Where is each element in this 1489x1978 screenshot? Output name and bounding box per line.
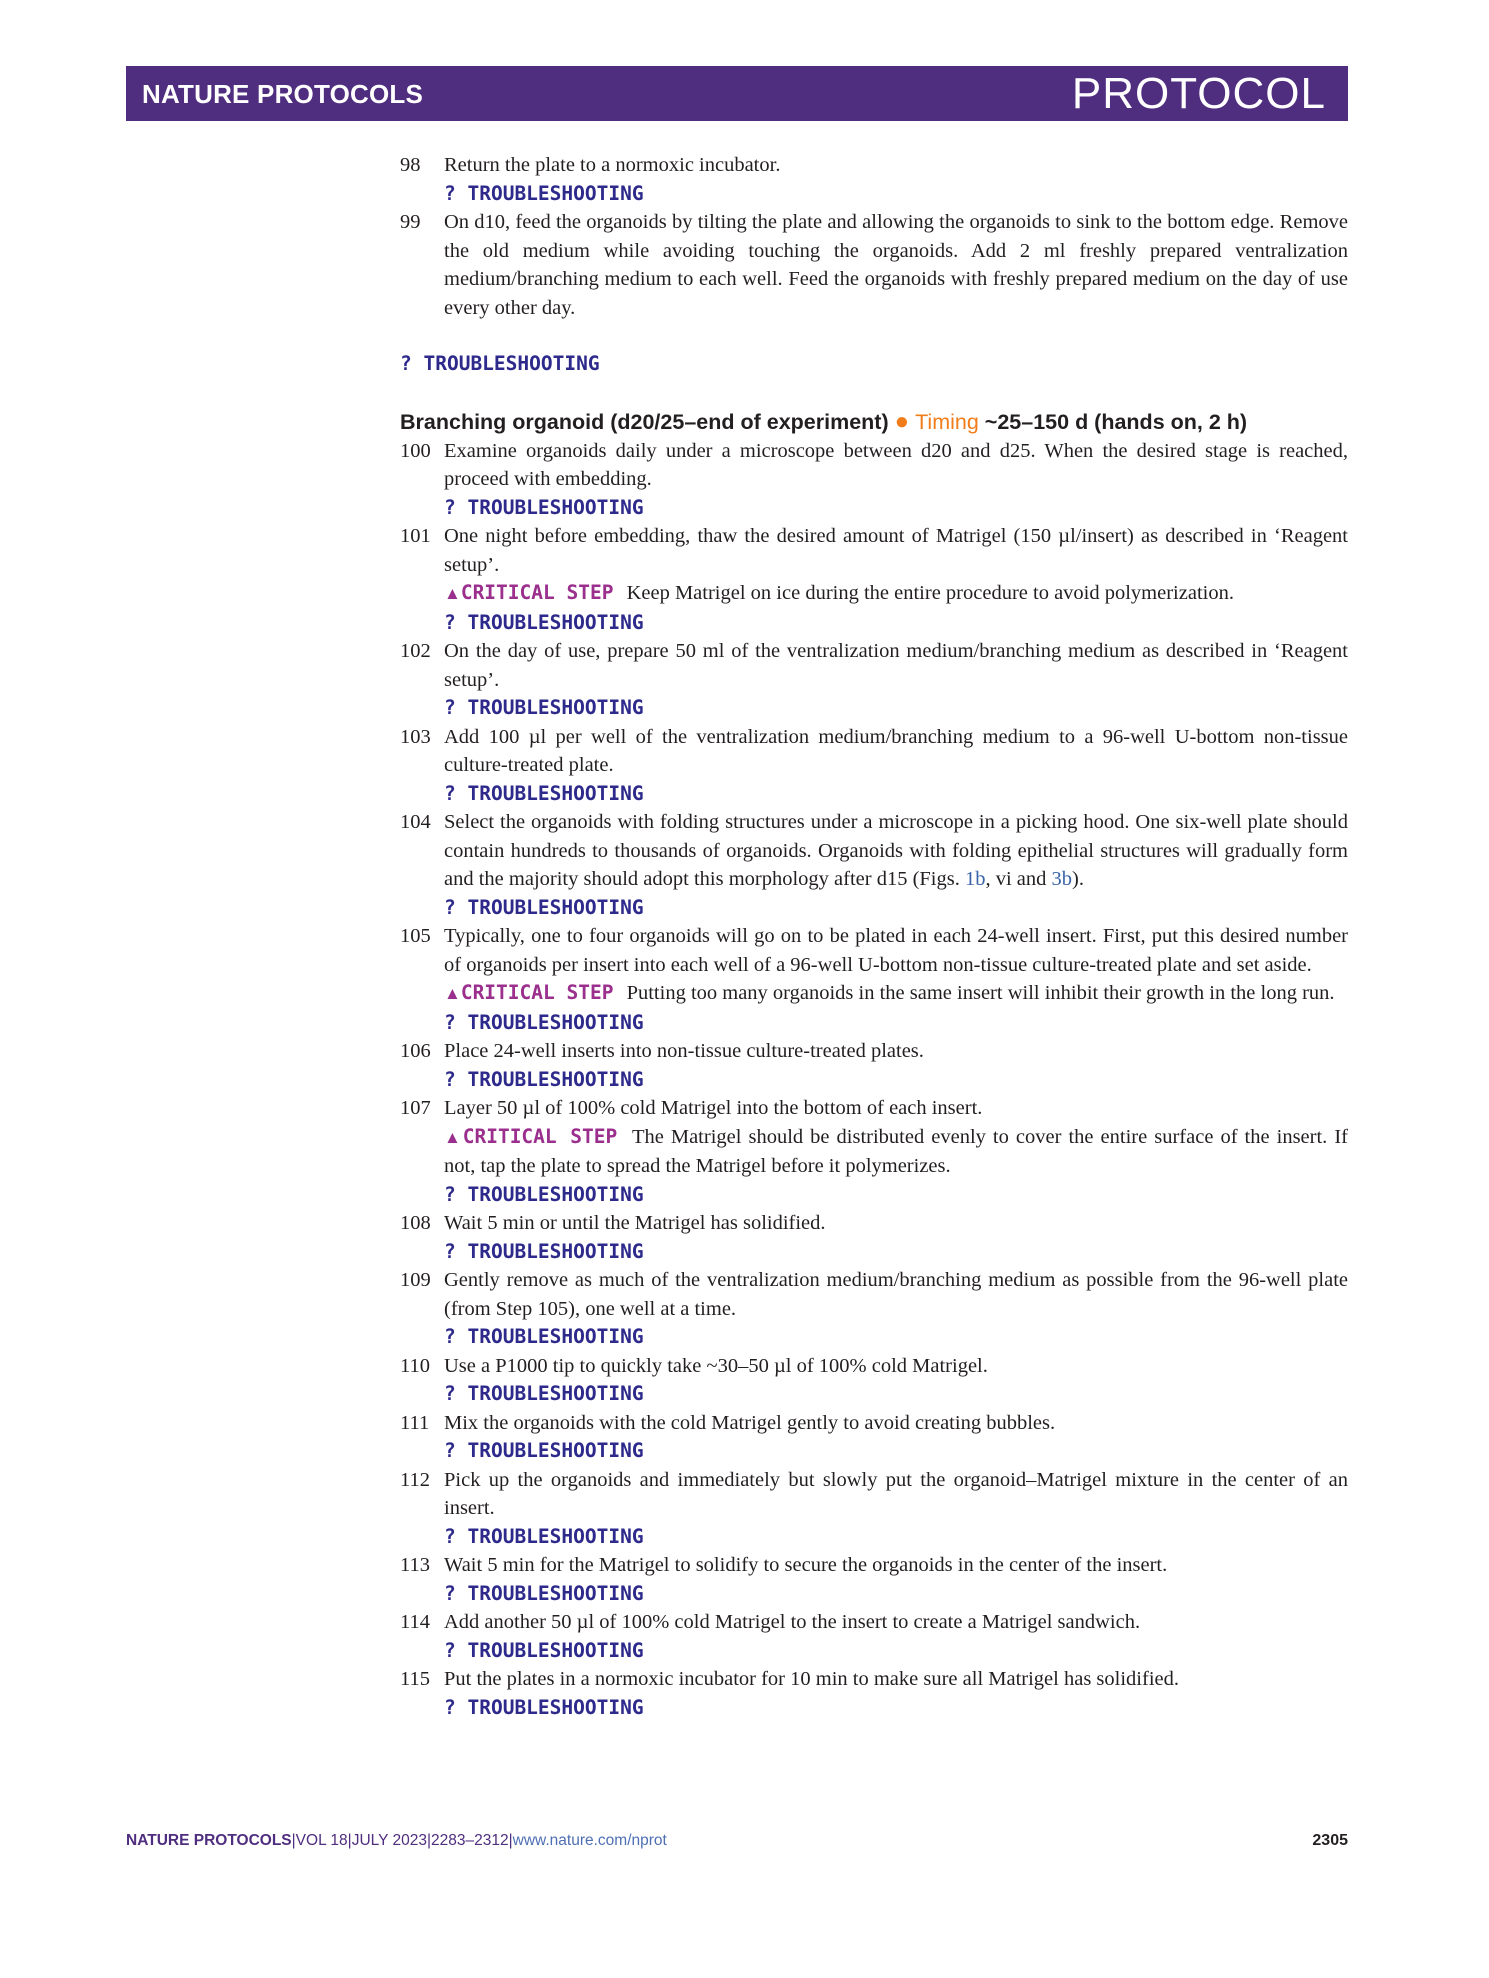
troubleshooting-link[interactable]: ? TROUBLESHOOTING [444,1010,644,1034]
critical-triangle-icon: ▲ [444,984,461,1003]
troubleshooting-link[interactable]: ? TROUBLESHOOTING [444,1239,644,1263]
protocol-content [400,151,1348,1722]
troubleshooting-link[interactable]: ? TROUBLESHOOTING [444,1325,644,1348]
section-title: Branching organoid (d20/25–end of experiment) [400,409,889,434]
step-text-part: ). [1072,868,1084,890]
troubleshooting-link[interactable]: ? TROUBLESHOOTING [444,781,644,805]
critical-triangle-icon: ▲ [444,1127,463,1147]
step-number: 109 [400,1269,431,1291]
step-text: Use a P1000 tip to quickly take ~30–50 µl of 100% cold Matrigel. [444,1354,988,1377]
step-number: 100 [400,439,431,462]
troubleshooting-link[interactable]: ? TROUBLESHOOTING [444,1695,644,1719]
critical-step-label: CRITICAL STEP [462,1124,618,1148]
step-text: One night before embedding, thaw the desired amount of Matrigel (150 µl/insert) as described in ‘Reagent setup’. [444,525,1348,576]
step-text: Typically, one to four organoids will go on to be plated in each 24-well insert. First, put this desired number of organoids per insert into each well of a 96-well U-bottom non-tissue culture-treated plate and set aside. [444,925,1348,976]
figure-link-1b[interactable]: 1b [964,868,986,890]
step-number: 103 [400,725,431,748]
critical-text: Keep Matrigel on ice during the entire procedure to avoid polymerization. [626,582,1234,604]
critical-step-note [444,1123,1348,1181]
footer-separator: | [508,1832,513,1849]
step-number: 115 [400,1668,430,1690]
step-number: 105 [400,925,431,947]
figure-link-3b[interactable]: 3b [1051,868,1073,890]
troubleshooting-link[interactable]: ? TROUBLESHOOTING [444,610,644,634]
section-heading [400,407,1348,437]
step-text: Add 100 µl per well of the ventralization medium/branching medium to a 96-well U-bottom non-tissue culture-treated plate. [444,725,1348,776]
step-text [444,808,1348,894]
step-number: 111 [400,1411,430,1434]
timing-label: Timing [915,409,979,434]
step-99 [400,208,1348,322]
step-114 [400,1608,1348,1665]
step-text: Pick up the organoids and immediately but slowly put the organoid–Matrigel mixture in the center of an insert. [444,1468,1348,1519]
step-104 [400,808,1348,922]
critical-step-note [444,979,1348,1009]
step-111 [400,1409,1348,1466]
footer-date: JULY 2023 [351,1832,427,1849]
step-text: Gently remove as much of the ventralization medium/branching medium as possible from the 96-well plate (from Step 105), one well at a time. [444,1269,1348,1320]
step-text-part: Select the organoids with folding structures under a microscope in a picking hood. One six-well plate should contain hundreds to thousands of organoids. Organoids with folding epithelial structures will gradually form and the majority should adopt this morphology after d15 (Figs. [444,811,1348,890]
footer-journal: NATURE PROTOCOLS [126,1832,292,1849]
step-100 [400,437,1348,523]
step-105 [400,922,1348,1037]
step-number: 108 [400,1212,431,1234]
step-number: 113 [400,1554,430,1576]
step-number: 114 [400,1611,430,1633]
step-text: On d10, feed the organoids by tilting the plate and allowing the organoids to sink to the bottom edge. Remove the old medium while avoiding touching the organoids. Add 2 ml freshly prepared ventralization medium/branching medium to each well. Feed the organoids with freshly prepared medium on the day of use every other day. [444,211,1348,319]
critical-triangle-icon: ▲ [444,584,461,603]
step-number: 101 [400,525,431,547]
step-text: On the day of use, prepare 50 ml of the ventralization medium/branching medium as described in ‘Reagent setup’. [444,640,1348,691]
critical-step-label: CRITICAL STEP [460,981,614,1004]
troubleshooting-link[interactable]: ? TROUBLESHOOTING [444,1581,644,1605]
footer-volume: VOL 18 [295,1832,348,1849]
step-98 [400,151,1348,208]
step-115 [400,1665,1348,1722]
journal-name: NATURE PROTOCOLS [142,79,424,109]
step-text-part: , vi and [985,868,1052,890]
page-number: 2305 [1312,1832,1348,1849]
troubleshooting-link[interactable]: ? TROUBLESHOOTING [444,1524,644,1548]
step-text: Examine organoids daily under a microscope between d20 and d25. When the desired stage is reached, proceed with embedding. [444,439,1348,490]
header-bar [126,66,1348,121]
step-number: 98 [400,154,421,176]
step-107 [400,1094,1348,1209]
troubleshooting-link[interactable]: ? TROUBLESHOOTING [444,696,644,719]
footer-separator: | [347,1832,352,1849]
article-type: PROTOCOL [1071,69,1326,118]
troubleshooting-link[interactable]: ? TROUBLESHOOTING [444,1638,644,1662]
step-112 [400,1466,1348,1552]
step-103 [400,723,1348,809]
step-109 [400,1266,1348,1352]
page-footer [126,1832,1348,1850]
step-101 [400,522,1348,637]
timing-value: ~25–150 d (hands on, 2 h) [984,409,1248,434]
step-106 [400,1037,1348,1094]
troubleshooting-link[interactable]: ? TROUBLESHOOTING [444,495,644,519]
footer-separator: | [426,1832,431,1849]
step-number: 106 [400,1040,431,1062]
step-text: Return the plate to a normoxic incubator. [444,154,781,176]
step-110 [400,1352,1348,1409]
troubleshooting-link[interactable]: ? TROUBLESHOOTING [444,895,644,919]
step-number: 104 [400,811,431,833]
step-number: 112 [400,1468,430,1491]
step-number: 102 [400,640,431,662]
step-text: Mix the organoids with the cold Matrigel gently to avoid creating bubbles. [444,1411,1056,1434]
footer-url-link[interactable]: www.nature.com/nprot [512,1832,667,1849]
critical-text: Putting too many organoids in the same insert will inhibit their growth in the long run. [626,982,1335,1004]
step-108 [400,1209,1348,1266]
step-text: Place 24-well inserts into non-tissue culture-treated plates. [444,1040,924,1062]
step-text: Wait 5 min or until the Matrigel has solidified. [444,1212,826,1234]
troubleshooting-link[interactable]: ? TROUBLESHOOTING [444,1182,644,1206]
step-number: 110 [400,1354,430,1377]
critical-step-label: CRITICAL STEP [460,581,614,604]
step-number: 99 [400,211,421,233]
footer-citation [126,1832,1348,1850]
troubleshooting-link[interactable]: ? TROUBLESHOOTING [444,181,644,205]
critical-step-note [444,579,1348,609]
troubleshooting-link[interactable]: ? TROUBLESHOOTING [444,1067,644,1091]
footer-pages: 2283–2312 [431,1832,509,1849]
step-text: Put the plates in a normoxic incubator for 10 min to make sure all Matrigel has solidified. [444,1668,1179,1690]
step-text: Wait 5 min for the Matrigel to solidify to secure the organoids in the center of the insert. [444,1554,1168,1576]
step-113 [400,1551,1348,1608]
step-number: 107 [400,1097,431,1119]
critical-text: The Matrigel should be distributed evenly to cover the entire surface of the insert. If not, tap the plate to spread the Matrigel before it polymerizes. [444,1125,1348,1177]
troubleshooting-link[interactable]: ? TROUBLESHOOTING [400,352,600,375]
footer-separator: | [291,1832,296,1849]
troubleshooting-link[interactable]: ? TROUBLESHOOTING [444,1382,644,1405]
step-text: Layer 50 µl of 100% cold Matrigel into the bottom of each insert. [444,1097,983,1119]
troubleshooting-link[interactable]: ? TROUBLESHOOTING [444,1439,644,1462]
timing-dot-icon: ● [894,407,910,435]
step-102 [400,637,1348,723]
step-text: Add another 50 µl of 100% cold Matrigel to the insert to create a Matrigel sandwich. [444,1611,1141,1633]
